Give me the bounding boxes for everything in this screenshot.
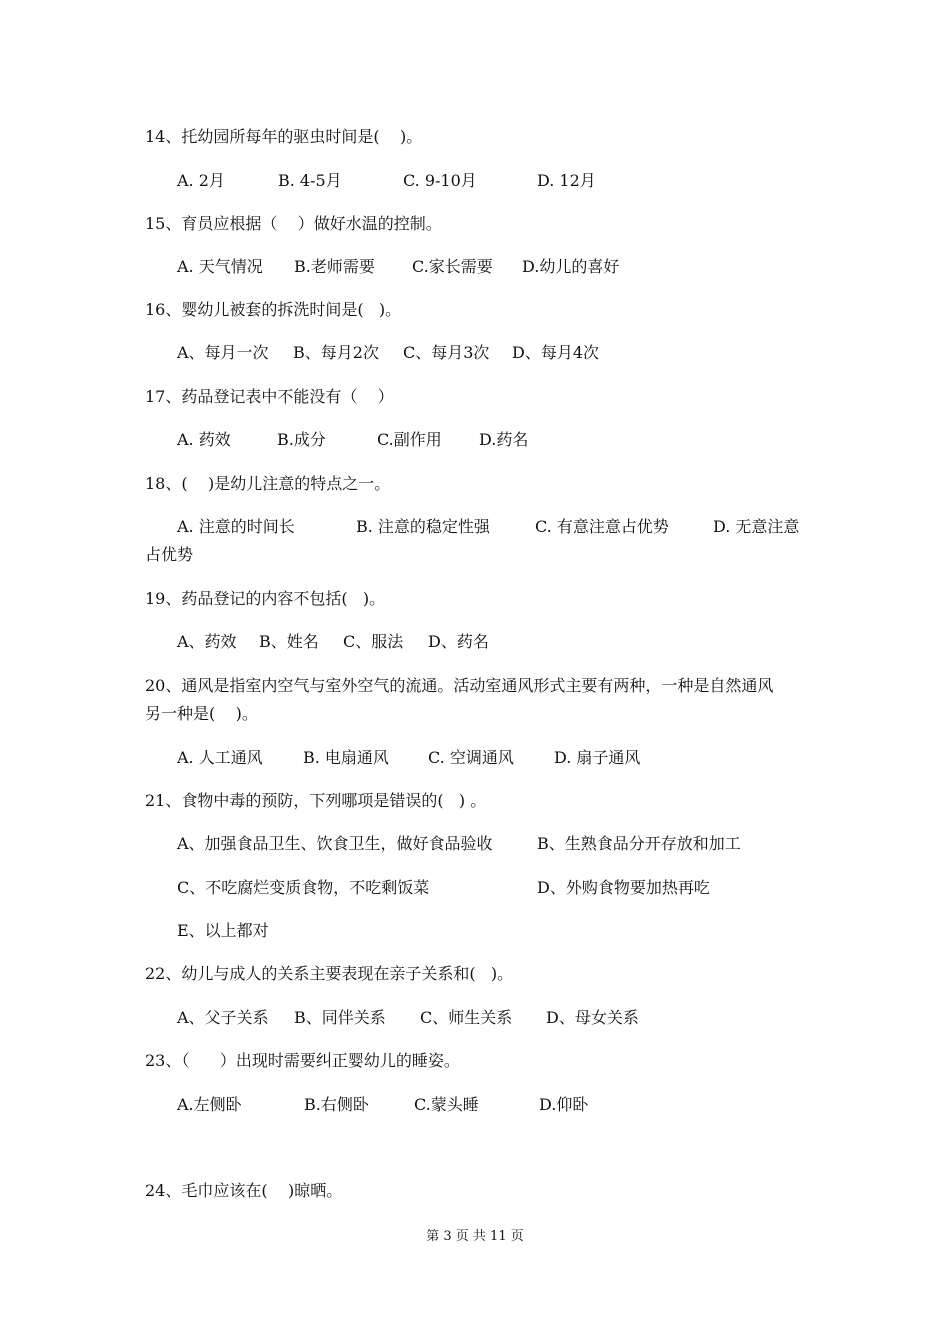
- q19-option-b: B、姓名: [259, 632, 319, 651]
- q20-option-d: D. 扇子通风: [554, 748, 641, 767]
- q22-option-b: B、同伴关系: [294, 1008, 386, 1027]
- q16-option-d: D、每月4次: [512, 343, 600, 362]
- q22-option-a: A、父子关系: [177, 1008, 269, 1027]
- question-20-stem-continued: 另一种是( )。: [145, 704, 258, 723]
- q16-option-c: C、每月3次: [403, 343, 490, 362]
- q20-option-c: C. 空调通风: [428, 748, 514, 767]
- page-number-footer: 第 3 页 共 11 页: [426, 1229, 524, 1244]
- q23-option-d: D.仰卧: [539, 1095, 589, 1114]
- q17-option-c: C.副作用: [377, 430, 442, 449]
- q18-option-a: A. 注意的时间长: [177, 517, 295, 536]
- q18-option-c: C. 有意注意占优势: [535, 517, 669, 536]
- q21-option-b: B、生熟食品分开存放和加工: [537, 834, 741, 853]
- q19-option-d: D、药名: [428, 632, 489, 651]
- q15-option-b: B.老师需要: [294, 257, 375, 276]
- q14-option-c: C. 9-10月: [403, 171, 477, 190]
- q20-option-b: B. 电扇通风: [303, 748, 389, 767]
- q20-option-a: A. 人工通风: [177, 748, 263, 767]
- q17-option-a: A. 药效: [177, 430, 231, 449]
- q19-option-c: C、服法: [343, 632, 404, 651]
- q18-option-d: D. 无意注意: [713, 517, 800, 536]
- question-20-stem: 20、通风是指室内空气与室外空气的流通。活动室通风形式主要有两种，一种是自然通风: [145, 676, 774, 695]
- q17-option-b: B.成分: [277, 430, 326, 449]
- q21-option-c: C、不吃腐烂变质食物，不吃剩饭菜: [177, 878, 430, 897]
- q18-option-d-continued: 占优势: [145, 545, 194, 564]
- question-23-stem: 23、（ ）出现时需要纠正婴幼儿的睡姿。: [145, 1051, 460, 1070]
- question-18-stem: 18、( )是幼儿注意的特点之一。: [145, 474, 391, 493]
- q21-option-d: D、外购食物要加热再吃: [537, 878, 710, 897]
- q19-option-a: A、药效: [177, 632, 237, 651]
- q22-option-c: C、师生关系: [420, 1008, 513, 1027]
- q14-option-d: D. 12月: [537, 171, 596, 190]
- question-16-stem: 16、婴幼儿被套的拆洗时间是( )。: [145, 300, 402, 319]
- q17-option-d: D.药名: [479, 430, 529, 449]
- q23-option-c: C.蒙头睡: [414, 1095, 479, 1114]
- q15-option-d: D.幼儿的喜好: [522, 257, 620, 276]
- question-22-stem: 22、幼儿与成人的关系主要表现在亲子关系和( )。: [145, 964, 514, 983]
- q23-option-a: A.左侧卧: [177, 1095, 242, 1114]
- q21-option-a: A、加强食品卫生、饮食卫生，做好食品验收: [177, 834, 493, 853]
- q15-option-c: C.家长需要: [412, 257, 493, 276]
- q16-option-a: A、每月一次: [177, 343, 269, 362]
- q16-option-b: B、每月2次: [293, 343, 379, 362]
- q21-option-e: E、以上都对: [177, 921, 269, 940]
- q22-option-d: D、母女关系: [546, 1008, 639, 1027]
- q15-option-a: A. 天气情况: [177, 257, 263, 276]
- q14-option-b: B. 4-5月: [278, 171, 342, 190]
- question-14-stem: 14、托幼园所每年的驱虫时间是( )。: [145, 127, 423, 146]
- question-24-stem: 24、毛巾应该在( )晾晒。: [145, 1181, 343, 1200]
- q23-option-b: B.右侧卧: [304, 1095, 369, 1114]
- question-21-stem: 21、食物中毒的预防，下列哪项是错误的( ) 。: [145, 791, 487, 810]
- question-15-stem: 15、育员应根据（ ）做好水温的控制。: [145, 214, 442, 233]
- q18-option-b: B. 注意的稳定性强: [356, 517, 490, 536]
- question-19-stem: 19、药品登记的内容不包括( )。: [145, 589, 386, 608]
- q14-option-a: A. 2月: [177, 171, 225, 190]
- question-17-stem: 17、药品登记表中不能没有（ ）: [145, 387, 394, 406]
